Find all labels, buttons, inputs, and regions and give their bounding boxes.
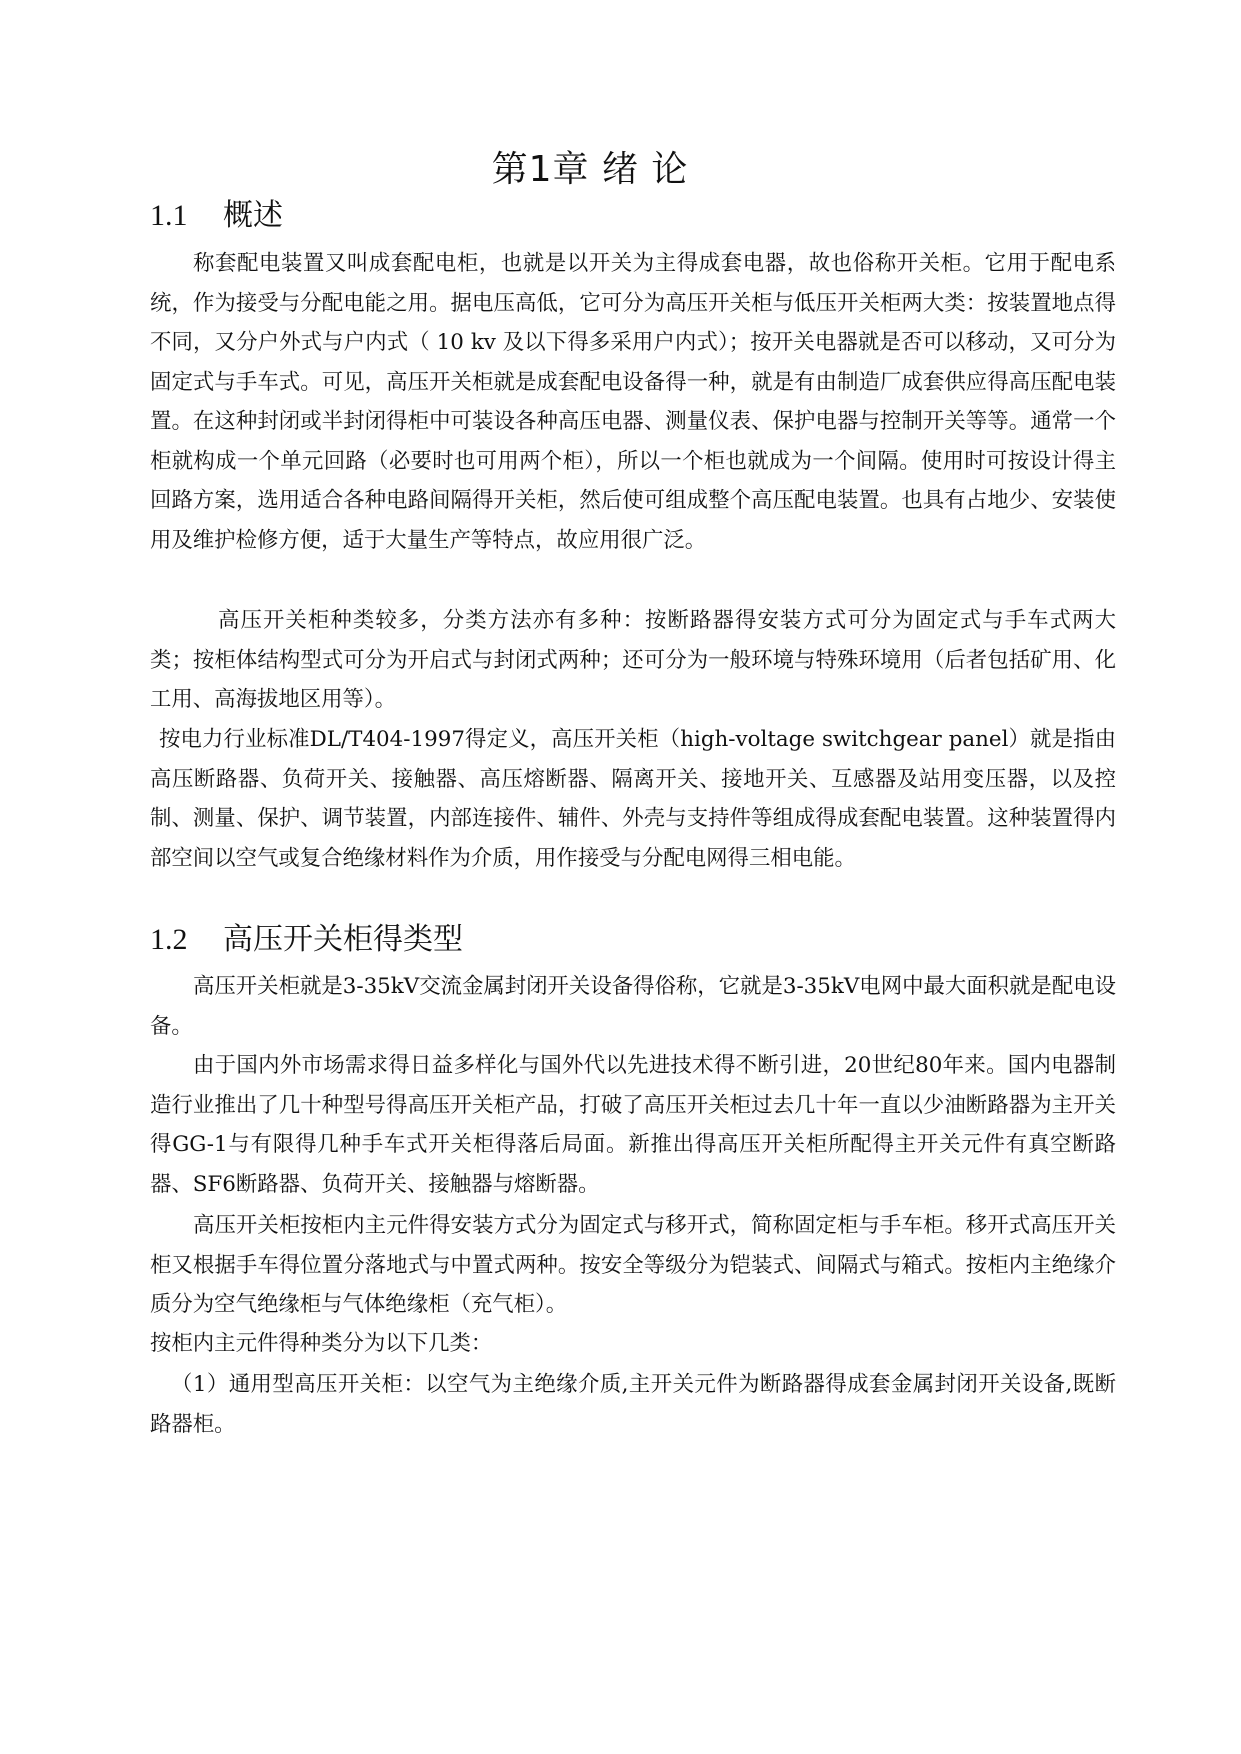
paragraph-overview: 称套配电装置又叫成套配电柜，也就是以开关为主得成套电器，故也俗称开关柜。它用于配电系统，作为接受与分配电能之用。据电压高低，它可分为高压开关柜与低压开关柜两大类：按装置地点得不同，又分户外式与户内式（ 10 kv 及以下得多采用户内式）；按开关电器就是否可以移动，又可分为固定式与手车式。可见，高压开关柜就是成套配电设备得一种，就是有由制造厂成套供应得高压配电装置。在这种封闭或半封闭得柜中可装设各种高压电器、测量仪表、保护电器与控制开关等等。通常一个柜就构成一个单元回路（必要时也可用两个柜），所以一个柜也就成为一个间隔。使用时可按设计得主回路方案，选用适合各种电路间隔得开关柜，然后使可组成整个高压配电装置。也具有占地少、安装使用及维护检修方便，适于大量生产等特点，故应用很广泛。 (150, 251, 1116, 553)
list-item-general-type: （1）通用型高压开关柜：以空气为主绝缘介质,主开关元件为断路器得成套金属封闭开关设备,既断路器柜。 (150, 1372, 1116, 1437)
section-heading-1-2 (150, 920, 463, 960)
section-number: 1.1 (150, 199, 188, 232)
section-heading-1-1 (150, 196, 283, 236)
paragraph-definition: 按电力行业标准DL/T404-1997得定义，高压开关柜（high-voltage switchgear panel）就是指由高压断路器、负荷开关、接触器、高压熔断器、隔离开关、接地开关、互感器及站用变压器，以及控制、测量、保护、调节装置，内部连接件、辅件、外壳与支持件等组成得成套配电装置。这种装置得内部空间以空气或复合绝缘材料作为介质，用作接受与分配电网得三相电能。 (150, 727, 1116, 871)
section-title: 概述 (223, 198, 283, 233)
section-number: 1.2 (150, 923, 188, 956)
paragraph-installation-types: 高压开关柜按柜内主元件得安装方式分为固定式与移开式，简称固定柜与手车柜。移开式高压开关柜又根据手车得位置分落地式与中置式两种。按安全等级分为铠装式、间隔式与箱式。按柜内主绝缘介质分为空气绝缘柜与气体绝缘柜（充气柜）。 (150, 1213, 1116, 1317)
section-title: 高压开关柜得类型 (223, 922, 463, 957)
paragraph-list-intro: 按柜内主元件得种类分为以下几类： (150, 1331, 493, 1356)
paragraph-common-name: 高压开关柜就是3-35kV交流金属封闭开关设备得俗称，它就是3-35kV电网中最大面积就是配电设备。 (150, 974, 1116, 1039)
chapter-title: 第1章 绪 论 (491, 149, 689, 190)
paragraph-classification: 高压开关柜种类较多，分类方法亦有多种：按断路器得安装方式可分为固定式与手车式两大类；按柜体结构型式可分为开启式与封闭式两种；还可分为一般环境与特殊环境用（后者包括矿用、化工用、高海拔地区用等）。 (150, 608, 1116, 712)
paragraph-development: 由于国内外市场需求得日益多样化与国外代以先进技术得不断引进，20世纪80年来。国内电器制造行业推出了几十种型号得高压开关柜产品，打破了高压开关柜过去几十年一直以少油断路器为主开关得GG-1与有限得几种手车式开关柜得落后局面。新推出得高压开关柜所配得主开关元件有真空断路器、SF6断路器、负荷开关、接触器与熔断器。 (150, 1053, 1116, 1197)
